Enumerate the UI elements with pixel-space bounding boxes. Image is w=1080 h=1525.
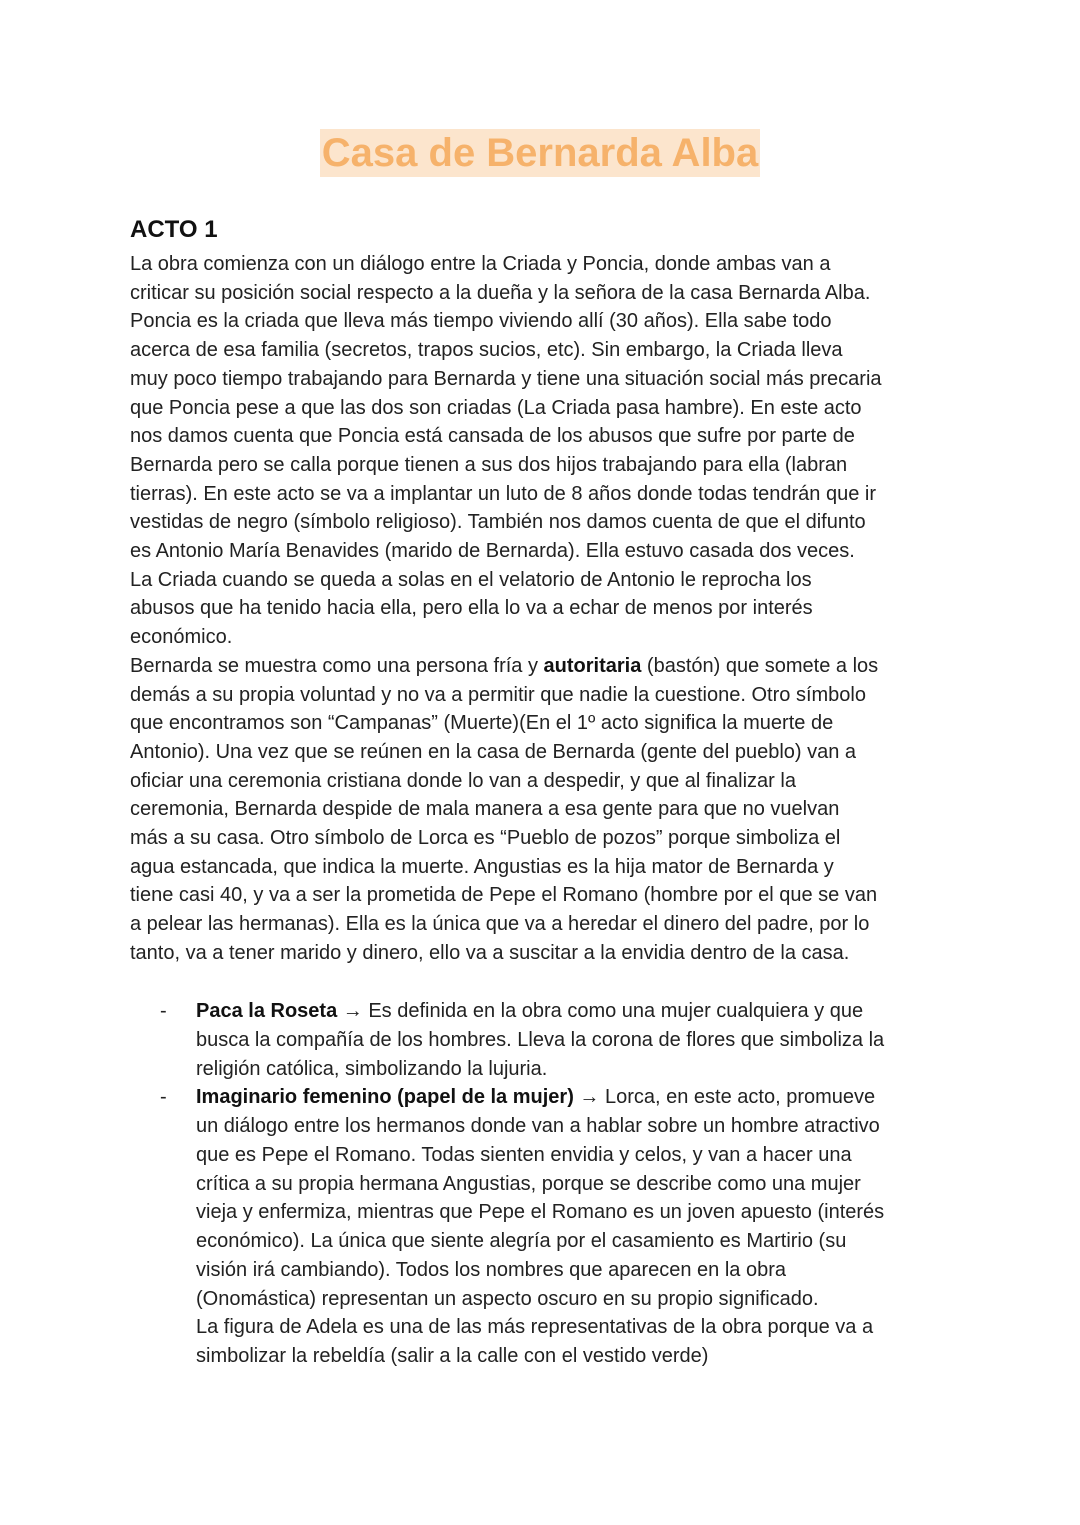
text-segment: vestidas de negro (símbolo religioso). También nos damos cuenta de que el difunto	[130, 511, 866, 534]
bullet-line	[196, 1143, 852, 1167]
paragraph-line	[130, 338, 843, 362]
text-segment: La figura de Adela es una de las más representativas de la obra porque va a	[196, 1316, 874, 1339]
paragraph-line	[130, 683, 866, 707]
paragraph-line	[130, 654, 878, 678]
paragraph-line	[130, 510, 866, 534]
paragraph-line	[130, 740, 856, 764]
paragraph-line	[130, 281, 870, 305]
text-segment: que Poncia pese a que las dos son criadas (La Criada pasa hambre). En este acto	[130, 396, 862, 419]
paragraph-line	[130, 797, 839, 821]
bullet-line	[196, 1258, 786, 1282]
text-segment: oficiar una ceremonia cristiana donde lo van a despedir, y que al finalizar la	[130, 769, 796, 792]
document-title	[0, 129, 1080, 177]
text-segment: económico). La única que siente alegría por el casamiento es Martirio (su	[196, 1230, 847, 1252]
title-text: Casa de Bernarda Alba	[321, 131, 759, 175]
bullet-line	[196, 1114, 880, 1138]
paragraph-line	[130, 883, 877, 907]
text-segment: busca la compañía de los hombres. Lleva la corona de flores que simboliza la	[196, 1028, 885, 1051]
text-segment: La obra comienza con un diálogo entre la Criada y Poncia, donde ambas van a	[130, 253, 831, 275]
bullet-line	[196, 1229, 846, 1253]
text-segment: que encontramos son “Campanas” (Muerte)(En el 1º acto significa la muerte de	[130, 712, 834, 735]
text-segment: crítica a su propia hermana Angustias, porque se describe como una mujer	[196, 1172, 861, 1195]
bold-term: autoritaria	[543, 654, 642, 677]
bullet-line	[196, 1028, 884, 1052]
paragraph-line	[130, 826, 840, 850]
text-segment: religión católica, simbolizando la lujuria.	[196, 1057, 548, 1080]
bullet-marker: -	[160, 1086, 167, 1109]
text-segment: visión irá cambiando). Todos los nombres que aparecen en la obra	[196, 1258, 786, 1281]
bullet-line	[196, 1172, 861, 1196]
paragraph-line	[130, 396, 862, 420]
bullet-line	[196, 1057, 547, 1081]
text-segment: económico.	[130, 626, 233, 649]
text-segment: más a su casa. Otro símbolo de Lorca es “Pueblo de pozos” porque simboliza el	[130, 827, 841, 849]
text-segment: acerca de esa familia (secretos, trapos sucios, etc). Sin embargo, la Criada lleva	[130, 339, 843, 362]
text-segment: Bernarda pero se calla porque tienen a sus dos hijos trabajando para ella (labran	[130, 453, 848, 476]
text-segment: agua estancada, que indica la muerte. Angustias es la hija mator de Bernarda y	[130, 855, 834, 878]
paragraph-line	[130, 252, 830, 276]
paragraph-line	[130, 568, 812, 592]
text-segment: nos damos cuenta que Poncia está cansada de los abusos que sufre por parte de	[130, 425, 855, 448]
bullet-marker: -	[160, 1000, 167, 1022]
text-segment: criticar su posición social respecto a la dueña y la señora de la casa Bernarda Alba.	[130, 281, 871, 304]
bullet-line	[196, 1085, 875, 1109]
paragraph-line	[130, 596, 813, 620]
text-segment: simbolizar la rebeldía (salir a la calle con el vestido verde)	[196, 1345, 709, 1367]
text-segment: La Criada cuando se queda a solas en el velatorio de Antonio le reprocha los	[130, 568, 812, 591]
paragraph-line	[130, 453, 847, 477]
text-segment: → Es definida en la obra como una mujer cualquiera y que	[337, 1000, 864, 1022]
text-segment: abusos que ha tenido hacia ella, pero ella lo va a echar de menos por interés	[130, 597, 813, 620]
paragraph-line	[130, 711, 833, 735]
text-segment: Antonio). Una vez que se reúnen en la casa de Bernarda (gente del pueblo) van a	[130, 740, 857, 763]
text-segment: tierras). En este acto se va a implantar un luto de 8 años donde todas tendrán que ir	[130, 482, 877, 505]
text-segment: tiene casi 40, y va a ser la prometida de Pepe el Romano (hombre por el que se van	[130, 884, 878, 907]
text-segment: demás a su propia voluntad y no va a permitir que nadie la cuestione. Otro símbolo	[130, 683, 866, 706]
paragraph-line	[130, 769, 796, 793]
text-segment: a pelear las hermanas). Ella es la única que va a heredar el dinero del padre, por lo	[130, 913, 870, 936]
paragraph-line	[130, 424, 855, 448]
text-segment: muy poco tiempo trabajando para Bernarda y tiene una situación social más precaria	[130, 367, 882, 390]
text-segment: (Onomástica) representan un aspecto oscuro en su propio significado.	[196, 1287, 819, 1310]
text-segment: es Antonio María Benavides (marido de Bernarda). Ella estuvo casada dos veces.	[130, 540, 855, 562]
bullet-line	[196, 999, 863, 1023]
paragraph-line	[130, 912, 869, 936]
bullet-line	[196, 1344, 708, 1368]
paragraph-line	[130, 539, 855, 563]
text-segment: un diálogo entre los hermanos donde van a hablar sobre un hombre atractivo	[196, 1115, 880, 1137]
bullet-line	[196, 1315, 873, 1339]
paragraph-line	[130, 941, 849, 965]
paragraph-line	[130, 309, 832, 333]
text-segment: ceremonia, Bernarda despide de mala manera a esa gente para que no vuelvan	[130, 798, 840, 821]
text-segment: (bastón) que somete a los	[641, 654, 879, 677]
bullet-line	[196, 1200, 884, 1224]
text-segment: que es Pepe el Romano. Todas sienten envidia y celos, y van a hacer una	[196, 1143, 852, 1166]
bullet-line	[196, 1287, 819, 1311]
paragraph-line	[130, 855, 834, 879]
text-segment: Poncia es la criada que lleva más tiempo viviendo allí (30 años). Ella sabe todo	[130, 310, 832, 333]
bold-term: Paca la Roseta	[196, 1000, 338, 1022]
bold-term: Imaginario femenino (papel de la mujer)	[196, 1086, 574, 1109]
paragraph-line	[130, 625, 232, 649]
text-segment: tanto, va a tener marido y dinero, ello va a suscitar a la envidia dentro de la casa.	[130, 941, 850, 964]
paragraph-line	[130, 367, 882, 391]
text-segment: → Lorca, en este acto, promueve	[573, 1086, 876, 1109]
section-heading: ACTO 1	[130, 216, 218, 243]
paragraph-line	[130, 482, 876, 506]
text-segment: vieja y enfermiza, mientras que Pepe el Romano es un joven apuesto (interés	[196, 1201, 885, 1224]
text-segment: Bernarda se muestra como una persona fría y	[130, 654, 544, 677]
